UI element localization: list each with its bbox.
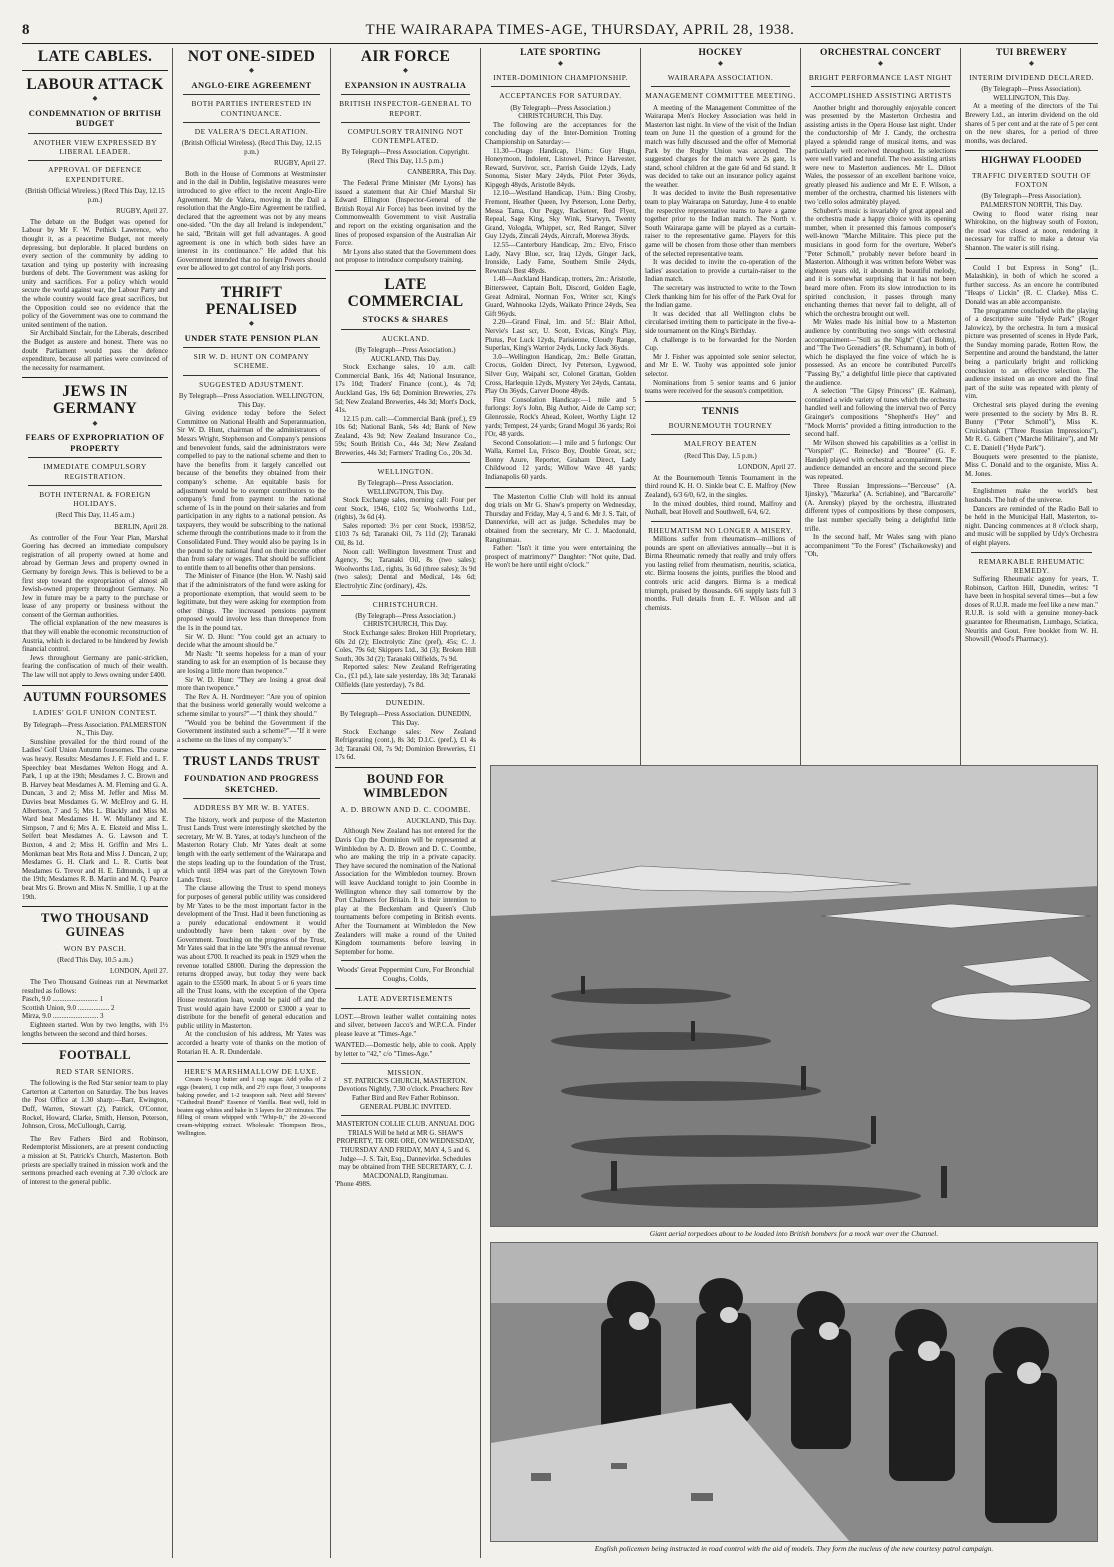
photo-caption-policemen: English policemen being instructed in road control with the aid of models. They form the nucleus of the new courtesy patrol campaign. — [594, 1544, 994, 1553]
column-2: NOT ONE-SIDED ◆ ANGLO-EIRE AGREEMENT BOTH PARTIES INTERESTED IN CONTINUANCE. DE VALERA'S DECLARATION. (British Official Wireless). (Recd This Day, 12.15 p.m.) RUGBY, April 27. Both in the House of Commons at Westminster and in the dail in Dublin, legislative measures were introduced to give effect to the recent Anglo-Eire Agreement. Mr de Valera, moving in the Dail a resolution that the Anglo-Eire Agreement be ratified, declared that the agreement was not by any means one-sided. "On the day all Ireland is independent," he said, "Britain will get full advantages. A good agreement is one in which both sides have an interest in its continuance." He added that his Government intended that no foreign Powers should ever be allowed to get control of any Irish ports. THRIFT PENALISED ◆ UNDER STATE PENSION PLAN SIR W. D. HUNT ON COMPANY SCHEME. SUGGESTED ADJUSTMENT. By Telegraph—Press Association. WELLINGTON, This Day. Giving evidence today before the Select Committee on National Health and Superannuation, Sir W. D. Hunt, chairman of the administrators of Messrs Wright, Stephenson and Company's pensions and benevolent funds, said the administrators were compelled to pay to the national scheme and then to have the benefits from it largely cancelled out because of the benefits they obtained from their company's scheme. An equitable basis for adjustment would be to exempt contributors to the company's fund from payment to the national scheme of 1s in the pound on their salaries and from participation in any rights to a national pension. As taxpayers, they would be subscribing to the national scheme through the contributions made to it from the Consolidated Fund. They would also be paying 1s in the pound to the national fund on their income other than from salary or wages. That should be sufficient to entitle them to all benefits other than pensions. The Minister of Finance (the Hon. W. Nash) said that if the administrators of the fund were asking for a proportionate exemption, that would seem to be legitimate, but they were asking for exemption from other things. The increased pensions payment proposed would involve less than threepence from the 1s in the pound tax. Sir W. D. Hunt: "You could get an actuary to decide what the amount should be." Mr Nash: "It seems hopeless for a man of your standing to ask for an exemption of 1s because they are losing a little more than twopence." Sir W. D. Hunt: "They are losing a great deal more than twopence." The Rev A. H. Nordmeyer: "Are you of opinion that the business world generally would welcome a scheme similar to yours?"—"I think they should." "Would you be behind the Government if the Government instituted such a scheme?"—"If it were a scheme on the lines of my company's." TRUST LANDS TRUST FOUNDATION AND PROGRESS SKETCHED. ADDRESS BY MR W. B. YATES. The history, work and purpose of the Masterton Trust Lands Trust were interestingly sketched by the secretary, Mr W. B. Yates, at today's luncheon of the Masterton Rotary Club. Mr Yates dealt at some length with the early settlement of the Wairarapa and the steps leading up to the foundation of the Trust, which until 1894 was part of the Greytown Town Lands Trust. The clause allowing the Trust to spend moneys for purposes of general public utility was considered by Mr Yates to be the most important factor in the development of the Trust. Had it been functioning as a purely educational endowment it would undoubtedly have been taken over by the Government. Touching on the progress of the Trust, Mr Yates said that in the late '90's the annual revenue was about £700. It reached its peak in 1929 when the revenue totalled £8000. During the depression the returns dropped away, but today they were back again to the £5500 mark. In about 5 or 6 years time all the Trust loans, with the exception of the Opera House restoration loan, would be paid off and the Trust would again have £2000 or £3000 a year to distribute for the benefit of general education and public utility in Masterton. At the conclusion of his address, Mr Yates was accorded a hearty vote of thanks on the motion of Rotarian H. A. R. Dunderdale. HERE'S MARSHMALLOW DE LUXE. Cream ¼-cup butter and 1 cup sugar. Add yolks of 2 eggs (beaten), 1 cup milk, and 2½ cups flour, 3 teaspoons baking powder, and 1-2 teaspoon salt. Next add Sievers' "Cathedral Brand" Essence of Vanilla. Beat well, fold in beaten egg whites and bake in 3 layers for 20 minutes. The filling of cream whipped with "Whip-It," the 20-second cream-whipping extract. Wholesale: Thompson Bros., Wellington. — [177, 48, 326, 1137]
byline: (Recd This Day, 1.5 p.m.) — [684, 451, 757, 460]
newspaper-title: THE WAIRARAPA TIMES-AGE, THURSDAY, APRIL 28, 1938. — [365, 22, 795, 38]
article-body: Sir W. D. Hunt: "They are losing a great deal more than twopence." — [177, 675, 326, 693]
late-advertisements-heading: LATE ADVERTISEMENTS — [358, 994, 453, 1004]
column-4: LATE SPORTING ◆ INTER-DOMINION CHAMPIONSHIP. ACCEPTANCES FOR SATURDAY. (By Telegraph—Press Association.) CHRISTCHURCH, This Day. The following are the acceptances for the concluding day of the Inter-Dominion Trotting Championship on Saturday:— 11.30—Otago Handicap, 1¼m.: Guy Hugo, Honeymoon, Indolent, Listowel, Prince Harvester, Reward, Survivor, scr., Parrish Guide 12yds, Lady Sonoma, Sister Mary 24yds, Pilot Peter 36yds, Kipgegh 48yds, Aristotle 84yds. 12.10—Westland Handicap, 1¼m.: Bing Crosby, Fremont, Heather Queen, Ivy Peterson, Lone Derby, Messa Tama, Our Peggy, Racketeer, Red Flyer, Repeal, Sage King, Sky Wink, Starwyn, Twenty Grand, Vologda, Whippet, scr, Red Ranger, Silver Guy 12yds, Zincali 24yds, Aircraft, Morewa 36yds. 12.55—Canterbury Handicap, 2m.: Elvo, Frisco Lady, Navy Blue, scr, Iraq 12yds, Ginger Jack, Ironside, Lady Fame, Southern Smile 24yds, Rewuna's Best 48yds. 1.40—Auckland Handicap, trotters, 2m.: Aristotle, Bittersweet, Captain Bolt, Discord, Golden Eagle, Great Admiral, Norman Fox, Writer scr, King's Guard, Wahnooka 12yds, Waikato Prince 24yds, Sea Gift 96yds. 2.20—Grand Final, 1m. and 5f.: Blair Athol, Nervie's Last scr, U. Scott, Evicas, King's Play, Plutus, Pot Luck 12yds, Parisienne, Cloudy Range, Superlax, King's Warrior 24yds, Lucky Jack 36yds. 3.0—Wellington Handicap, 2m.: Belle Grattan, Crocus, Golden Direct, Ivy Peterson, Lygwood, Silver Guy, Waipahi scr, Colonel Grattan, Golden Cross, Harlequin 12yds, Mystery Yet 24yds, Cantata, Play On 36yds, Carver Doone 48yds. First Consolation Handicap:—1 mile and 5 furlongs: Joy's John, Big Author, Aide de Camp scr; Glenrossie, Rock's Ahead, Koleet, Worthy Light 12 yards; Tempest, 24 yards; Grand Mogul 36 yards; Roi l'Or, 48 yards. Second Consolation:—1 mile and 5 furlongs: Our Walla, Kernel Lu, Frisco Boy, Double Great, scr.; Bonny Azure, Reporter, Graham Direct, Lady Childwood 12 yards; Willow Wave 48 yards; Indianapolis 60 yards. The Masterton Collie Club will hold its annual dog trials on Mr G. Shaw's property on Wednesday, Thursday and Friday, May 4, 5 and 6. Mr J. S. Tait, of Dannevirke, will act as judge. Schedules may be obtained from the secretary, Mr C. J. Macdonald, Rangitumau. Father: "Isn't it time you were entertaining the prospect of matrimony?" Daughter: "Not quite, Dad. He won't be here until eight o'clock." — [485, 48, 636, 570]
subheadline: COMPULSORY TRAINING NOT CONTEMPLATED. — [347, 126, 464, 146]
article-body: Stock Exchange sales: New Zealand Refrigerating (cont.), 8s 3d; D.I.C. (pref.), £1 4s 3d; Taranaki Oil, 7s 9d; Dominion Breweries, £1 17s 6d. — [335, 727, 476, 762]
article-body: Mr Wales made his initial bow to a Masterton audience by contributing two songs with orchestral accompaniment—"Still as the Night" (Carl Bohm), and "The Two Grenadiers" (R. Schumann), in both of which he displayed the fine voice of which he is possessed. As an encore he contributed Purcell's "Passing By," a delightful little piece that captivated the audience. — [805, 318, 956, 387]
article-body: Mr Wilson showed his capabilities as a 'cellist in "Vorspiel" (C. Reinecke) and "Bouree" (G. F. Handel) played with orchestral accompaniment. The audience demanded an encore and the second piece was repeated. — [805, 438, 956, 482]
result-line: Scottish Union, 9.0 .................. 2 — [22, 1003, 115, 1012]
headline-labour-attack: LABOUR ATTACK — [26, 76, 164, 94]
byline: By Telegraph—Press Association. DUNEDIN, This Day. — [339, 710, 471, 728]
subheadline: INTERIM DIVIDEND DECLARED. — [969, 73, 1094, 83]
article-body: Sunshine prevailed for the third round of the Ladies' Golf Union Autumn foursomes. The course was heavy. Results: Mesdames J. F. Field and L. F. Speechley beat Mesdames Welton Hogg and A. Park, 1 up at the 19th; Mesdames J. C. Brown and B. Harvey beat Mesdames A. M. Fleming and G. A. Duncan, 3 and 2; Miss M. Jeffer and Miss M. Davies beat Mesdames G. W. McElroy and G. H. Albertson, 7 and 5; Mrs L. Blackly and Miss M. Ward beat Mesdames H. W. Mullaney and E. Simpson, 7 and 6; Mrs A. E. Eksteid and Miss L. Seifert beat Mesdames A. G. Lawson and T. Buxton, 4 and 2; Miss H. Griffin and Mrs L. Monkman beat Mrs Rota and Miss J. Duncan, 2 up; Mesdames G. H. Clark and L. R. Curtis beat Mesdames G. Trevor and H. E. Edmunds, 1 up at the 19th; Mesdames R. B. Martin and M. Q. Pearce beat Mrs G. Brown and Miss N. Smillie, 1 up at the 19th. — [22, 737, 168, 901]
subheadline: INTER-DOMINION CHAMPIONSHIP. — [493, 73, 628, 83]
article-body: Sales reported: 3½ per cent Stock, 1938/52, £103 7s 6d; Taranaki Oil, 7s 11d (2); Taranaki Oil, 8s 1d. — [335, 521, 476, 548]
article-body: The Minister of Finance (the Hon. W. Nash) said that if the administrators of the fund were asking for a proportionate exemption, that would seem to be legitimate, but they were asking for exemption from other things. The increased pensions payment proposed would involve less than threepence from the 1s in the pound tax. — [177, 572, 326, 633]
article-body: "Would you be behind the Government if the Government instituted such a scheme?"—"If it were a scheme on the lines of my company's." — [177, 718, 326, 744]
article-body: Three Russian Impressions—"Berceuse" (A. Ijinsky), "Mazurka" (A. Scriabine), and "Barcarolle" (A. Arensky) played by the orchestra, illustrated different types of compositions by these composers, the last number specially being a delightful little trifle. — [805, 481, 956, 533]
article-body: The Federal Prime Minister (Mr Lyons) has issued a statement that Air Chief Marshal Sir Edward Ellington (Inspector-General of the British Royal Air Force) has been invited by the Commonwealth Government to visit Australia and report on the existing organisation and the lines of proposed expansion of the Australian Air Force. — [335, 179, 476, 248]
headline-tennis: TENNIS — [701, 406, 740, 417]
article-body: Noon call: Wellington Investment Trust and Agency, 9s; Taranaki Oil, 8s (two sales); Woolworths Ltd., rights, 3s 6d (three sales); 3s 9d (two sales); Dental and Medical, 14s 6d; Electrolytic Zinc (ordinary), 42s. — [335, 547, 476, 591]
dateline: LONDON, April 27. — [110, 967, 168, 976]
subheadline: ANOTHER VIEW EXPRESSED BY LIBERAL LEADER. — [32, 137, 158, 157]
column-1: LATE CABLES. LABOUR ATTACK ◆ CONDEMNATION OF BRITISH BUDGET ANOTHER VIEW EXPRESSED BY LIBERAL LEADER. APPROVAL OF DEFENCE EXPENDITURE. (British Official Wireless.) (Recd This Day, 12.15 p.m.) RUGBY, April 27. The debate on the Budget was opened for Labour by Mr F. W. Pethick Lawrence, who thought it, as a peacetime Budget, not merely depressing, but deplorable. It placed burdens on every section of the community by adding to taxation and tying up posterity with increasing burdens of debt. The Government was asking for unity and sacrifices. For a policy which would secure the world against war, the Labour Party and the whole country would face great sacrifices, but the Opposition could see no evidence that the policy of the Government was one to command the united sentiment of the nation. Sir Archibald Sinclair, for the Liberals, described the Budget as austere and honest. There was no doubt Parliament would pass the defence expenditure, because all parties were convinced of the necessity for rearmament. JEWS IN GERMANY ◆ FEARS OF EXPROPRIATION OF PROPERTY IMMEDIATE COMPULSORY REGISTRATION. BOTH INTERNAL & FOREIGN HOLIDAYS. (Recd This Day, 11.45 a.m.) BERLIN, April 28. As controller of the Four Year Plan, Marshal Goering has decreed an immediate compulsory registration of all property owned at home and abroad by German Jews and property owned in Germany by foreign Jews. This is believed to be a first step toward the expropriation of almost all Jewish-owned property throughout Germany. No Jew in future may be a party to the purchase or lease of any property or business without the consent of the German authorities. The official explanation of the new measures is that they will enable the economic reconstruction of Austria, which is declared to be hindered by Jewish financial control. Jews throughout Germany are panic-stricken, fearing the confiscation of much of their wealth. The law will not apply to Jews owning under £400. AUTUMN FOURSOMES LADIES' GOLF UNION CONTEST. By Telegraph—Press Association. PALMERSTON N., This Day. Sunshine prevailed for the third round of the Ladies' Golf Union Autumn foursomes. The course was heavy. Results: Mesdames J. F. Field and L. F. Speechley beat Mesdames Welton Hogg and A. Park, 1 up at the 19th; Mesdames J. C. Brown and B. Harvey beat Mesdames A. M. Fleming and G. A. Duncan, 3 and 2; Miss M. Jeffer and Miss M. Davies beat Mesdames G. W. McElroy and G. H. Albertson, 7 and 5; Mrs L. Blackly and Miss M. Ward beat Mesdames H. W. Mullaney and E. Simpson, 7 and 6; Mrs A. E. Eksteid and Miss L. Seifert beat Mesdames A. G. Lawson and T. Buxton, 4 and 2; Miss H. Griffin and Mrs L. Monkman beat Mrs Rota and Miss J. Duncan, 2 up; Mesdames G. H. Clark and L. R. Curtis beat Mesdames G. Trevor and H. E. Edmunds, 1 up at the 19th; Mesdames R. B. Martin and M. Q. Pearce beat Mrs G. Brown and Miss N. Smillie, 1 up at the 19th. TWO THOUSAND GUINEAS WON BY PASCH. (Recd This Day, 10.5 a.m.) LONDON, April 27. The Two Thousand Guineas run at Newmarket resulted as follows: Pasch, 9.0 .......................... 1 Scottish Union, 9.0 .................. 2 Mirza, 9.0 .......................... 3 Eighteen started. Won by two lengths, with 1½ lengths between the second and third horses. FOOTBALL RED STAR SENIORS. The following is the Red Star senior team to play Carterton at Carterton on Saturday. The bus leaves the Post Office at 1.30 sharp:—Barr, Ewington, Duff, Warren, Stewart (2), Patrick, O'Connor, Rockel, Howard, Clarke, Smith, Henson, Peterson, Johnson, Cross, McCullough, Carrig. The Rev Fathers Bird and Robinson, Redemptorist Missioners, are at present conducting a mission at St. Patrick's Church, Masterton. Both priests are specially trained in mission work and the sermons preached each evening at 7.30 o'clock are of interest to the general public. — [22, 48, 168, 1186]
column-5: HOCKEY ◆ WAIRARAPA ASSOCIATION. MANAGEMENT COMMITTEE MEETING. A meeting of the Management Committee of the Wairarapa Men's Hockey Association was held in Masterton last night. In view of the visit of the Indian team on June 11 the question of a ground for the match was fully discussed and the offer of Memorial Park by the Rugby Union was accepted. The suggested charges for the match were 2s gate, 1s stand, school children at the gate 6d and 6d stand. It was decided to take out an insurance policy against the weather. It was decided to invite the Bush representative team to play Wairarapa on Saturday, June 4 to enable the respective representative teams to have a game together prior to the Indian match. The North v. South Wairarapa game will be played as a curtain-raiser to the representative game. Players for this game will be chosen from those other than members of the selected representative team. It was decided to invite the co-operation of the ladies' association to provide a curtain-raiser to the Indian match. The secretary was instructed to write to the Town Clerk thanking him for his offer of the Park Oval for the Indian game. It was decided that all Wellington clubs be circularised inviting them to participate in the five-a-side tournament on the King's Birthday. A challenge is to be forwarded for the Norden Cup. Mr J. Fisher was appointed sole senior selector, and Mr E. W. Tuohy was appointed sole junior selector. Nominations from 5 senior teams and 6 junior teams were received for the season's competition. TENNIS BOURNEMOUTH TOURNEY MALFROY BEATEN (Recd This Day, 1.5 p.m.) LONDON, April 27. At the Bournemouth Tennis Tournament in the third round K. H. O. Sinkle beat C. E. Malfroy (New Zealand), 6/3 6/0, 6/2, in the singles. In the mixed doubles, third round, Malfroy and Nuthall, beat Hovell and Southwell, 6/4, 6/2. RHEUMATISM NO LONGER A MISERY. Millions suffer from rheumatism—millions of pounds are spent on alleviatives annually—but it is Birma Rheumatic remedy that really and truly offers you lasting relief from rheumatism, neuritis, sciatica, etc. Birma loosens the joints, purifies the blood and controls uric acid dangers. Birma is a medical triumph, praised by thousands. 6/6 supply lasts full 3 months. Full details from E. F. Wilson and all chemists. — [645, 48, 796, 612]
article-body: 12.55—Canterbury Handicap, 2m.: Elvo, Frisco Lady, Navy Blue, scr, Iraq 12yds, Ginger Jack, Ironside, Lady Fame, Southern Smile 24yds, Rewuna's Best 48yds. — [485, 241, 636, 275]
dateline: RUGBY, April 27. — [116, 207, 168, 216]
classified-wanted: WANTED.—Domestic help, able to cook. Apply by letter to "42," c/o "Times-Age." — [335, 1041, 476, 1058]
article-body: Sir Archibald Sinclair, for the Liberals, described the Budget as austere and honest. There was no doubt Parliament would pass the defence expenditure, because all parties were convinced of the necessity for rearmament. — [22, 329, 168, 372]
headline-air-force: AIR FORCE — [360, 48, 451, 65]
article-body: 3.0—Wellington Handicap, 2m.: Belle Grattan, Crocus, Golden Direct, Ivy Peterson, Lygwood, Silver Guy, Waipahi scr, Colonel Grattan, Golden Cross, Harlequin 12yds, Mystery Yet 24yds, Cantata, Play On 36yds, Carver Doone 48yds. — [485, 352, 636, 396]
dateline: LONDON, April 27. — [738, 463, 796, 472]
subheadline: ANGLO-EIRE AGREEMENT — [191, 79, 312, 90]
subheadline: BRITISH INSPECTOR-GENERAL TO REPORT. — [339, 99, 472, 118]
byline: By Telegraph—Press Association. Copyright. (Recd This Day, 11.5 p.m.) — [341, 148, 470, 165]
peppermint-ad: Woods' Great Peppermint Cure, For Bronchial Coughs, Colds, — [336, 965, 475, 984]
byline: By Telegraph—Press Association. PALMERSTON N., This Day. — [23, 720, 167, 738]
article-body: The secretary was instructed to write to the Town Clerk thanking him for his offer of the Park Oval for the Indian game. — [645, 284, 796, 310]
subheadline: IMMEDIATE COMPULSORY REGISTRATION. — [43, 462, 147, 481]
subheadline: MANAGEMENT COMMITTEE MEETING. — [645, 91, 796, 101]
mission-church: ST. PATRICK'S CHURCH, MASTERTON. — [343, 1076, 468, 1085]
subheadline: APPROVAL OF DEFENCE EXPENDITURE. — [48, 165, 142, 184]
article-body: Englishmen make the world's best husbands. The hub of the universe. — [965, 487, 1098, 504]
headline-not-one-sided: NOT ONE-SIDED — [187, 48, 316, 65]
headline-tui-brewery: TUI BREWERY — [995, 48, 1068, 58]
subheadline: ADDRESS BY MR W. B. YATES. — [193, 803, 310, 813]
subheadline: LADIES' GOLF UNION CONTEST. — [32, 708, 158, 718]
column-rule — [480, 48, 481, 1558]
subheadline: UNDER STATE PENSION PLAN — [184, 332, 319, 343]
article-body: Another bright and thoroughly enjoyable concert was presented by the Masterton Orchestra and assisting artists in the Opera House last night. Under the conductorship of Mr J. Candy, the orchestra played a splendid range of musical items, and was particularly well received throughout. Its selections were well varied and tuneful. The two assisting artists were new to Masterton audiences. Mr L. Dilnot Wales, the possessor of an excellent baritone voice, greatly pleased his audience and Mr E. F. Wilson, a member of the orchestra, charmed his listeners with two 'cello solos admirably played. — [805, 103, 956, 207]
column-rule — [960, 48, 961, 808]
article-body: Dancers are reminded of the Radio Ball to be held in the Municipal Hall, Masterton, to-night. Dancing commences at 8 o'clock sharp, and music will be supplied by Udy's Orchestra of eight players. — [965, 504, 1098, 547]
byline: (By Telegraph—Press Association). PALMERSTON NORTH, This Day. — [980, 192, 1083, 209]
mission-heading: MISSION. — [387, 1067, 424, 1077]
headline-football: FOOTBALL — [59, 1048, 131, 1063]
rheumatism-ad: Millions suffer from rheumatism—millions of pounds are spent on alleviatives annually—but it is Birma Rheumatic remedy that really and truly offers you lasting relief from rheumatism, neuritis, sciatica, etc. Birma loosens the joints, purifies the blood and controls uric acid dangers. Birma is a medical triumph, praised by thousands. 6/6 supply lasts full 3 months. Full details from E. F. Wilson and all chemists. — [645, 535, 796, 612]
article-body: In the second half, Mr Wales sang with piano accompaniment "To the Forest" (Tschaikowsky) and "Oh, — [805, 533, 956, 559]
headline-autumn-foursomes: AUTUMN FOURSOMES — [23, 689, 167, 704]
article-body: Stock Exchange sales, morning call: Four per cent Stock, 1946, £102 5s; Woolworths Ltd., (rights), 3s 6d (4). — [335, 496, 476, 522]
subheadline: EXPANSION IN AUSTRALIA — [344, 79, 467, 90]
article-body: A meeting of the Management Committee of the Wairarapa Men's Hockey Association was held in Masterton last night. In view of the visit of the Indian team on June 11 the question of a ground for the match was fully discussed and the offer of Memorial Park by the Rugby Union was accepted. The suggested charges for the match were 2s gate, 1s stand, school children at the gate 6d and 6d stand. It was decided to take out an insurance policy against the weather. — [645, 103, 796, 189]
article-body: Nominations from 5 senior teams and 6 junior teams were received for the season's competition. — [645, 378, 796, 396]
classified-lost: LOST.—Brown leather wallet containing notes and silver, between Jacco's and W.P.C.A. Finder please leave at "Times-Age." — [335, 1012, 476, 1038]
article-body: It was decided that all Wellington clubs be circularised inviting them to participate in the five-a-side tournament on the King's Birthday. — [645, 309, 796, 335]
subheadline: MALFROY BEATEN — [683, 439, 758, 449]
article-body: Orchestral sets played during the evening were presented to the society by Mrs B. R. Bunny ("Peter Schmoll"), Miss K. Cruickshank ("Three Russian Impressions"), Mr R. G. Gilbert ("Marche Militaire"), and Mr C. E. Daniell ("Hyde Park"). — [965, 401, 1098, 452]
article-body: Reported sales: New Zealand Refrigerating Co., (£1 pd.), late sale yesterday, 18s 3d; Taranaki Oilfields (late yesterday), 7s 8d. — [335, 663, 476, 689]
article-body: 12.15 p.m. call:—Commercial Bank (pref.), £9 10s 6d; National Bank, 54s 4d; Bank of New Zealand, 43s 9d; New Zealand Insurance Co., 59s; South British Co., 44s 3d; New Zealand Breweries, 44s 3d; Farmers' Trading Co., 20s 3d. — [335, 414, 476, 458]
recipe-body: Cream ¼-cup butter and 1 cup sugar. Add yolks of 2 eggs (beaten), 1 cup milk, and 2½ cups flour, 3 teaspoons baking powder, and 1-2 teaspoon salt. Next add Sievers' "Cathedral Brand" Essence of Vanilla. Beat well, fold in beaten egg whites and bake in 3 layers for 20 minutes. The filling of cream whipped with "Whip-It," the 20-second cream-whipping extract. Wholesale: Thompson Bros., Wellington. — [177, 1076, 326, 1137]
headline-orchestral-concert: ORCHESTRAL CONCERT — [820, 48, 941, 58]
dateline: BERLIN, April 28. — [114, 522, 168, 531]
article-body: The history, work and purpose of the Masterton Trust Lands Trust were interestingly sketched by the secretary, Mr W. B. Yates, at today's luncheon of the Masterton Rotary Club. Mr Yates dealt at some length with the early settlement of the Wairarapa and the steps leading up to the foundation of the Trust, which until 1894 was part of the Greytown Town Lands Trust. — [177, 815, 326, 884]
subheadline: WON BY PASCH. — [63, 943, 127, 953]
subheadline: BOURNEMOUTH TOURNEY — [668, 421, 773, 431]
headline-bound-for-wimbledon: BOUND FOR WIMBLEDON — [363, 772, 448, 800]
subheadline: A. D. BROWN AND D. C. COOMBE. — [340, 804, 471, 814]
dateline: CANBERRA, This Day. — [407, 168, 476, 177]
byline: By Telegraph—Press Association. WELLINGTON, This Day. — [357, 478, 454, 496]
byline: (Recd This Day, 11.45 a.m.) — [55, 511, 135, 520]
city-heading: CHRISTCHURCH. — [372, 599, 439, 609]
subheadline: RED STAR SENIORS. — [56, 1066, 134, 1076]
collie-phone: 'Phone 498S. — [335, 1180, 372, 1189]
headline-trust-lands-trust: TRUST LANDS TRUST — [183, 754, 320, 769]
article-body: 2.20—Grand Final, 1m. and 5f.: Blair Athol, Nervie's Last scr, U. Scott, Evicas, King's Play, Plutus, Pot Luck 12yds, Parisienne, Cloudy Range, Superlax, King's Warrior 24yds, Lucky Jack 36yds. — [485, 318, 636, 353]
column-6: ORCHESTRAL CONCERT ◆ BRIGHT PERFORMANCE LAST NIGHT ACCOMPLISHED ASSISTING ARTISTS Another bright and thoroughly enjoyable concert was presented by the Masterton Orchestra and assisting artists in the Opera House last night. Under the conductorship of Mr J. Candy, the orchestra played a splendid range of musical items, and was particularly well received throughout. Its selections were well varied and tuneful. The two assisting artists were new to Masterton audiences. Mr L. Dilnot Wales, the possessor of an excellent baritone voice, greatly pleased his audience and Mr E. F. Wilson, a member of the orchestra, charmed his listeners with two 'cello solos admirably played. Schubert's music is invariably of great appeal and the orchestra made a happy choice with its opening number, when it presented this famous composer's well-known "Marche Militaire. This piece put the musicians in good form for the overture, Weber's "Peter Schmoll," probably never before heard in Masterton. Although it was written before Weber was eighteen years old, it abounds in beautiful melody, and it is somewhat surprising that it has not been heard more often. From its slow introduction to its spirited conclusion, it passes through many enchanting themes that never fail to delight, all of which the orchestra brought out well. Mr Wales made his initial bow to a Masterton audience by contributing two songs with orchestral accompaniment—"Still as the Night" (Carl Bohm), and "The Two Grenadiers" (R. Schumann), in both of which he displayed the fine voice of which he is possessed. As an encore he contributed Purcell's "Passing By," a delightful little piece that captivated the audience. A selection "The Gipsy Princess" (E. Kalman), contained a wide variety of tunes which the orchestra handled well and following the interval two of Percy Grainger's compositions "Shepherd's Hey" and "Mock Morris" provided a fitting introduction to the second half. Mr Wilson showed his capabilities as a 'cellist in "Vorspiel" (C. Reinecke) and "Bouree" (G. F. Handel) played with orchestral accompaniment. The audience demanded an encore and the second piece was repeated. Three Russian Impressions—"Berceuse" (A. Ijinsky), "Mazurka" (A. Scriabine), and "Barcarolle" (A. Arensky) played by the orchestra, illustrated different types of compositions by these composers, the last number specially being a delightful little trifle. In the second half, Mr Wales sang with piano accompaniment "To the Forest" (Tschaikowsky) and "Oh, — [805, 48, 956, 559]
page-number: 8 — [22, 22, 30, 38]
article-body: Stock Exchange sales: Broken Hill Proprietary, 60s 2d (2); Electrolytic Zinc (pref), 45s; C. J. Coles, 79s 6d; Skippers Ltd., 3d (3); Broken Hill South, 30s 3d (2); Taranaki Oilfields, 7s 9d. — [335, 629, 476, 663]
article-body: The programme concluded with the playing of a descriptive suite "Hyde Park" (Roger Jalowicz), by the orchestra. In turn a musical picture was presented of scenes in Hyde Park, the Sunday morning parade, Rotten Row, the Serpentine and around the bandstand, the latter being a particularly bright and rollicking conclusion to an effective selection. The audience insisted on an encore and the final part of the suite was repeated with plenty of vim. — [965, 306, 1098, 401]
photo-english-policemen — [490, 1242, 1098, 1542]
subheadline: TRAFFIC DIVERTED SOUTH OF FOXTON — [971, 170, 1092, 190]
article-body: The clause allowing the Trust to spend moneys for purposes of general public utility was considered by Mr Yates to be the most important factor in the development of the Trust. Had it been functioning as a purely educational endowment it would undoubtedly have been taken over by the Government. Touching on the progress of the Trust, Mr Yates said that in the late '90's the annual revenue was about £700. It reached its peak in 1929 when the revenue totalled £8000. During the depression the returns dropped away, but today they were back again to the £5500 mark. In about 5 or 6 years time all the Trust loans, with the exception of the Opera House restoration loan, would be paid off and the Trust would again have £2000 or £3000 a year to distribute for the benefit of general education and public utility in Masterton. — [177, 884, 326, 1030]
photo-aerial-torpedoes — [490, 765, 1098, 1227]
article-body: The Masterton Collie Club will hold its annual dog trials on Mr G. Shaw's property on Wednesday, Thursday and Friday, May 4, 5 and 6. Mr J. S. Tait, of Dannevirke, will act as judge. Schedules may be obtained from the secretary, Mr C. J. Macdonald, Rangitumau. — [485, 492, 636, 544]
article-body: Mr Lyons also stated that the Government does not propose to introduce compulsory training. — [335, 247, 476, 265]
subheadline: DE VALERA'S DECLARATION. — [194, 126, 309, 136]
byline: (By Telegraph—Press Association.) CHRISTCHURCH, This Day. — [510, 103, 611, 121]
photo-caption-torpedoes: Giant aerial torpedoes about to be loaded into British bombers for a mock war over the Channel. — [649, 1229, 939, 1238]
city-heading: WELLINGTON. — [377, 466, 434, 476]
headline-jews-in-germany: JEWS IN GERMANY — [53, 383, 137, 418]
article-body: Mr Nash: "It seems hopeless for a man of your standing to ask for an exemption of 1s because they are losing a little more than twopence." — [177, 649, 326, 675]
rheumatism-heading: RHEUMATISM NO LONGER A MISERY. — [648, 525, 793, 535]
headline-late-sporting: LATE SPORTING — [520, 48, 601, 58]
article-body: As controller of the Four Year Plan, Marshal Goering has decreed an immediate compulsory registration of all property owned at home and abroad by German Jews and property owned in Germany by foreign Jews. This is believed to be a first step toward the expropriation of almost all Jewish-owned property throughout Germany. No Jew in future may be a party to the purchase or lease of any property or business without the consent of the German authorities. — [22, 533, 168, 619]
article-body: The official explanation of the new measures is that they will enable the economic reconstruction of Austria, which is declared to be hindered by Jewish financial control. — [22, 619, 168, 654]
collie-club-ad: MASTERTON COLLIE CLUB. ANNUAL DOG TRIALS Will be held at MR G. SHAW'S PROPERTY, TE ORE ORE, ON WEDNESDAY, THURSDAY AND FRIDAY, MAY 4, 5 and 6. Judge—J. S. Tait, Esq., Dannevirke. Schedules may be obtained from THE SECRETARY, C. J. MACDONALD, Rangitumau. — [336, 1120, 475, 1180]
article-body: Giving evidence today before the Select Committee on National Health and Superannuation, Sir W. D. Hunt, chairman of the administrators of Messrs Wright, Stephenson and Company's pensions and benevolent funds, said the administrators were compelled to pay to the national scheme and then to have the benefits from it largely cancelled out because of the benefits they obtained from their company's scheme. An equitable basis for adjustment would be to exempt contributors to the company's fund from payment to the national scheme of 1s in the pound on their salaries and from participation in any rights to a national pension. As taxpayers, they would be subscribing to the national scheme through the contributions made to it from the Consolidated Fund. They would also be paying 1s in the pound to the national fund on their income other than from salary or wages. That should be sufficient to entitle them to all benefits other than pensions. — [177, 409, 326, 572]
article-body: Sir W. D. Hunt: "You could get an actuary to decide what the amount should be." — [177, 632, 326, 650]
subheadline: WAIRARAPA ASSOCIATION. — [667, 73, 774, 83]
headline-late-cables: LATE CABLES. — [37, 48, 153, 65]
article-body: Although New Zealand has not entered for the Davis Cup the Dominion will be represented at Wimbledon by A. D. Brown and D. C. Coombe, who are making the trip in a private capacity. They have secured the nomination of the National Association for the Wimbledon tourney. Brown will leave Auckland tonight to join Coombe in Wellington whence they sail tomorrow by the Port Chalmers for Britain. It is their intention to play at the Beckenham and Queen's Club tournaments before competing in British events. After the Tournament at Wimbledon the New Zealanders will make a round of the United Kingdom tournaments before leaving in September for home. — [335, 827, 476, 956]
byline: (By Telegraph—Press Association.) CHRISTCHURCH, This Day. — [355, 611, 456, 629]
article-body: 12.10—Westland Handicap, 1¼m.: Bing Crosby, Fremont, Heather Queen, Ivy Peterson, Lone Derby, Messa Tama, Our Peggy, Racketeer, Red Flyer, Repeal, Sage King, Sky Wink, Starwyn, Twenty Grand, Vologda, Whippet, scr, Red Ranger, Silver Guy 12yds, Zincali 24yds, Aircraft, Morewa 36yds. — [485, 189, 636, 241]
subheadline: ACCEPTANCES FOR SATURDAY. — [499, 91, 622, 101]
article-body: The debate on the Budget was opened for Labour by Mr F. W. Pethick Lawrence, who thought it, as a peacetime Budget, not merely depressing, but deplorable. It placed burdens on every section of the community by adding to taxation and tying up posterity with increasing burdens of debt. The Government was asking for unity and sacrifices. For a policy which would secure the world against war, the Labour Party and the whole country would face great sacrifices, but the Opposition could see no evidence that the policy of the Government was one to command the united sentiment of the nation. — [22, 217, 168, 329]
article-body: Mr J. Fisher was appointed sole senior selector, and Mr E. W. Tuohy was appointed sole junior selector. — [645, 352, 796, 378]
dateline: RUGBY, April 27. — [274, 159, 326, 168]
article-body: In the mixed doubles, third round, Malfroy and Nuthall, beat Hovell and Southwell, 6/4, 6/2. — [645, 499, 796, 517]
article-body: Schubert's music is invariably of great appeal and the orchestra made a happy choice with its opening number, when it presented this famous composer's well-known "Marche Militaire. This piece put the musicians in good form for the overture, Weber's "Peter Schmoll," probably never before heard in Masterton. Although it was written before Weber was eighteen years old, it abounds in beautiful melody, and it is somewhat surprising that it has not been heard more often. From its slow introduction to its spirited conclusion, it passes through many enchanting themes that never fail to delight, all of which the orchestra brought out well. — [805, 206, 956, 318]
article-body: At the conclusion of his address, Mr Yates was accorded a hearty vote of thanks on the motion of Rotarian H. A. R. Dunderdale. — [177, 1030, 326, 1056]
article-body: 11.30—Otago Handicap, 1¼m.: Guy Hugo, Honeymoon, Indolent, Listowel, Prince Harvester, Reward, Survivor, scr., Parrish Guide 12yds, Lady Sonoma, Sister Mary 24yds, Pilot Peter 36yds, Kipgegh 48yds, Aristotle 84yds. — [485, 146, 636, 189]
result-line: Pasch, 9.0 .......................... 1 — [22, 995, 104, 1004]
byline: By Telegraph—Press Association. WELLINGTON, This Day. — [178, 391, 325, 409]
article-body: The Rev Fathers Bird and Robinson, Redemptorist Missioners, are at present conducting a mission at St. Patrick's Church, Masterton. Both priests are specially trained in mission work and the sermons preached each evening at 7.30 o'clock are of interest to the general public. — [22, 1134, 168, 1186]
column-rule — [640, 48, 641, 808]
subheadline: FOUNDATION AND PROGRESS SKETCHED. — [184, 773, 319, 794]
result-line: Mirza, 9.0 .......................... 3 — [22, 1012, 104, 1021]
remedy-heading: REMARKABLE RHEUMATIC REMEDY. — [978, 556, 1085, 575]
headline-late-commercial: LATE COMMERCIAL — [347, 275, 464, 311]
masthead — [22, 18, 1098, 44]
article-body: A selection "The Gipsy Princess" (E. Kalman), contained a wide variety of tunes which the orchestra handled well and following the interval two of Percy Grainger's compositions "Shepherd's Hey" and "Mock Morris" provided a fitting introduction to the second half. — [805, 387, 956, 439]
article-body: Second Consolation:—1 mile and 5 furlongs: Our Walla, Kernel Lu, Frisco Boy, Double Great, scr.; Bonny Azure, Reporter, Graham Direct, Lady Childwood 12 yards; Willow Wave 48 yards; Indianapolis 60 yards. — [485, 438, 636, 482]
column-rule — [800, 48, 801, 808]
article-body: Both in the House of Commons at Westminster and in the dail in Dublin, legislative measures were introduced to give effect to the recent Anglo-Eire Agreement. Mr de Valera, moving in the Dail a resolution that the Anglo-Eire Agreement be ratified, declared that the agreement was not by any means one-sided. "On the day all Ireland is independent," he said, "Britain will get full advantages. A good agreement is one in which both sides have an interest in its continuance." He added that his Government intended that no foreign Powers should ever be allowed to get control of any Irish ports. — [177, 169, 326, 273]
recipe-heading: HERE'S MARSHMALLOW DE LUXE. — [184, 1067, 319, 1077]
dateline: AUCKLAND, This Day. — [406, 816, 476, 825]
subheadline: SUGGESTED ADJUSTMENT. — [199, 379, 304, 389]
headline-highway-flooded: HIGHWAY FLOODED — [981, 156, 1082, 167]
subheadline: ACCOMPLISHED ASSISTING ARTISTS — [809, 91, 952, 101]
city-heading: DUNEDIN. — [385, 698, 426, 708]
article-body: Could I but Express in Song" (L. Malashkin), in both of which he scored a further success. As an encore he contributed "Heaps o' Lickin" (R. C. Clarke). Miss C. Donald was an able accompaniste. — [965, 263, 1098, 306]
byline: (British Official Wireless.) (Recd This Day, 12.15 p.m.) — [25, 186, 165, 204]
headline-two-thousand-guineas: TWO THOUSAND GUINEAS — [41, 911, 149, 939]
column-3: AIR FORCE ◆ EXPANSION IN AUSTRALIA BRITISH INSPECTOR-GENERAL TO REPORT. COMPULSORY TRAINING NOT CONTEMPLATED. By Telegraph—Press Association. Copyright. (Recd This Day, 11.5 p.m.) CANBERRA, This Day. The Federal Prime Minister (Mr Lyons) has issued a statement that Air Chief Marshal Sir Edward Ellington (Inspector-General of the British Royal Air Force) has been invited by the Commonwealth Government to visit Australia and report on the existing organisation and the lines of proposed expansion of the Australian Air Force. Mr Lyons also stated that the Government does not propose to introduce compulsory training. LATE COMMERCIAL STOCKS & SHARES AUCKLAND. (By Telegraph—Press Association.) AUCKLAND, This Day. Stock Exchange sales, 10 a.m. call: Commercial Bank, 16s 4d; National Insurance, 17s 10d; Traders' Finance (cont.), 4s 7d; Auckland Gas, 19s 6d; Dominion Breweries, 27s 5d; New Zealand Breweries, 44s 3d; Mort's Dock, 41s. 12.15 p.m. call:—Commercial Bank (pref.), £9 10s 6d; National Bank, 54s 4d; Bank of New Zealand, 43s 9d; New Zealand Insurance Co., 59s; South British Co., 44s 3d; New Zealand Breweries, 44s 3d; Farmers' Trading Co., 20s 3d. WELLINGTON. By Telegraph—Press Association. WELLINGTON, This Day. Stock Exchange sales, morning call: Four per cent Stock, 1946, £102 5s; Woolworths Ltd., (rights), 3s 6d (4). Sales reported: 3½ per cent Stock, 1938/52, £103 7s 6d; Taranaki Oil, 7s 11d (2); Taranaki Oil, 8s 1d. Noon call: Wellington Investment Trust and Agency, 9s; Taranaki Oil, 8s (two sales); Woolworths Ltd., rights, 3s 6d (three sales); 3s 9d (two sales); Dental and Medical, 14s 6d; Electrolytic Zinc (ordinary), 42s. CHRISTCHURCH. (By Telegraph—Press Association.) CHRISTCHURCH, This Day. Stock Exchange sales: Broken Hill Proprietary, 60s 2d (2); Electrolytic Zinc (pref), 45s; C. J. Coles, 79s 6d; Skippers Ltd., 3d (3); Broken Hill South, 30s 3d (2); Taranaki Oilfields, 7s 9d. Reported sales: New Zealand Refrigerating Co., (£1 pd.), late sale yesterday, 18s 3d; Taranaki Oilfields (late yesterday), 7s 8d. DUNEDIN. By Telegraph—Press Association. DUNEDIN, This Day. Stock Exchange sales: New Zealand Refrigerating (cont.), 8s 3d; D.I.C. (pref.), £1 4s 3d; Taranaki Oil, 7s 9d; Dominion Breweries, £1 17s 6d. BOUND FOR WIMBLEDON A. D. BROWN AND D. C. COOMBE. AUCKLAND, This Day. Although New Zealand has not entered for the Davis Cup the Dominion will be represented at Wimbledon by A. D. Brown and D. C. Coombe, who are making the trip in a private capacity. They have secured the nomination of the National Association for the Wimbledon tourney. Brown will leave Auckland tonight to join Coombe in Wellington whence they sail tomorrow by the Port Chalmers for Britain. It is their intention to play at the Beckenham and Queen's Club tournaments before competing in British events. After the Tournament at Wimbledon the New Zealanders will make a round of the United Kingdom tournaments before leaving in September for home. Woods' Great Peppermint Cure, For Bronchial Coughs, Colds, LATE ADVERTISEMENTS LOST.—Brown leather wallet containing notes and silver, between Jacco's and W.P.C.A. Finder please leave at "Times-Age." WANTED.—Domestic help, able to cook. Apply by letter to "42," c/o "Times-Age." MISSION. ST. PATRICK'S CHURCH, MASTERTON. Devotions Nightly, 7.30 o'clock. Preachers: Rev Father Bird and Rev Father Robinson. GENERAL PUBLIC INVITED. MASTERTON COLLIE CLUB. ANNUAL DOG TRIALS Will be held at MR G. SHAW'S PROPERTY, TE ORE ORE, ON WEDNESDAY, THURSDAY AND FRIDAY, MAY 4, 5 and 6. Judge—J. S. Tait, Esq., Dannevirke. Schedules may be obtained from THE SECRETARY, C. J. MACDONALD, Rangitumau. 'Phone 498S. — [335, 48, 476, 1189]
subheadline: STOCKS & SHARES — [362, 314, 449, 325]
policemen-image — [491, 1243, 1098, 1542]
article-body: The Rev A. H. Nordmeyer: "Are you of opinion that the business world generally would welcome a scheme similar to yours?"—"I think they should." — [177, 692, 326, 718]
article-body: It was decided to invite the co-operation of the ladies' association to provide a curtain-raiser to the Indian match. — [645, 258, 796, 284]
subheadline: CONDEMNATION OF BRITISH BUDGET — [28, 107, 162, 129]
byline: (British Official Wireless). (Recd This Day, 12.15 p.m.) — [181, 139, 322, 156]
article-body: Owing to flood water rising near Whirokino, on the highway south of Foxton, the road was closed at noon, rendering it necessary for traffic to make a detour via Shannon. The water is still rising. — [965, 209, 1098, 252]
article-body: Father: "Isn't it time you were entertaining the prospect of matrimony?" Daughter: "Not quite, Dad. He won't be here until eight o'clock." — [485, 544, 636, 570]
article-body: Bouquets were presented to the pianiste, Miss C. Donald and to the organiste, Miss A. M. Jones. — [965, 452, 1098, 478]
column-rule — [172, 48, 173, 1558]
article-body: At the Bournemouth Tennis Tournament in the third round K. H. O. Sinkle beat C. E. Malfroy (New Zealand), 6/3 6/0, 6/2, in the singles. — [645, 473, 796, 500]
subheadline: BOTH INTERNAL & FOREIGN HOLIDAYS. — [39, 489, 151, 509]
subheadline: SIR W. D. HUNT ON COMPANY SCHEME. — [193, 352, 310, 371]
column-7: TUI BREWERY ◆ INTERIM DIVIDEND DECLARED. (By Telegraph—Press Association). WELLINGTON, This Day. At a meeting of the directors of the Tui Brewery Ltd., an interim dividend on the old shares of 5 per cent and at the rate of 5 per cent on the new shares, for a period of three months, was declared. HIGHWAY FLOODED TRAFFIC DIVERTED SOUTH OF FOXTON (By Telegraph—Press Association). PALMERSTON NORTH, This Day. Owing to flood water rising near Whirokino, on the highway south of Foxton, the road was closed at noon, rendering it necessary for traffic to make a detour via Shannon. The water is still rising. Could I but Express in Song" (L. Malashkin), in both of which he scored a further success. As an encore he contributed "Heaps o' Lickin" (R. C. Clarke). Miss C. Donald was an able accompaniste. The programme concluded with the playing of a descriptive suite "Hyde Park" (Roger Jalowicz), by the orchestra. In turn a musical picture was presented of scenes in Hyde Park, the Sunday morning parade, Rotten Row, the Serpentine and around the bandstand, the latter being a particularly bright and rollicking conclusion to an effective selection. The audience insisted on an encore and the final part of the suite was repeated with plenty of vim. Orchestral sets played during the evening were presented to the society by Mrs B. R. Bunny ("Peter Schmoll"), Miss K. Cruickshank ("Three Russian Impressions"), Mr R. G. Gilbert ("Marche Militaire"), and Mr C. E. Daniell ("Hyde Park"). Bouquets were presented to the pianiste, Miss C. Donald and to the organiste, Miss A. M. Jones. Englishmen make the world's best husbands. The hub of the universe. Dancers are reminded of the Radio Ball to be held in the Municipal Hall, Masterton, to-night. Dancing commences at 8 o'clock sharp, and music will be supplied by Udy's Orchestra of eight players. REMARKABLE RHEUMATIC REMEDY. Suffering Rheumatic agony for years, T. Robinson, Carlton Hill, Dunedin, writes: "I have been in hospital several times—but a few doses of R.U.R. made me feel like a new man." R.U.R. is sold with a genuine money-back guarantee for Rheumatism, Lumbago, Sciatica, Neuritis and Gout. Free booklet from W. H. Showsill (Wood's Pharmacy). — [965, 48, 1098, 644]
article-body: 1.40—Auckland Handicap, trotters, 2m.: Aristotle, Bittersweet, Captain Bolt, Discord, Golden Eagle, Great Admiral, Norman Fox, Writer scr, King's Guard, Wahnooka 12yds, Waikato Prince 24yds, Sea Gift 96yds. — [485, 275, 636, 318]
remedy-ad: Suffering Rheumatic agony for years, T. Robinson, Carlton Hill, Dunedin, writes: "I have been in hospital several times—but a few doses of R.U.R. made me feel like a new man." R.U.R. is sold with a genuine money-back guarantee for Rheumatism, Lumbago, Sciatica, Neuritis and Gout. Free booklet from W. H. Showsill (Wood's Pharmacy). — [965, 575, 1098, 644]
article-body: At a meeting of the directors of the Tui Brewery Ltd., an interim dividend on the old shares of 5 per cent and at the rate of 5 per cent on the new shares, for a period of three months, was declared. — [965, 102, 1098, 145]
city-heading: AUCKLAND. — [381, 333, 430, 343]
article-body: First Consolation Handicap:—1 mile and 5 furlongs: Joy's John, Big Author, Aide de Camp scr; Glenrossie, Rock's Ahead, Koleet, Worthy Light 12 yards; Tempest, 24 yards; Grand Mogul 36 yards; Roi l'Or, 48 yards. — [485, 395, 636, 439]
torpedoes-image — [491, 766, 1098, 1227]
article-body: The Two Thousand Guineas run at Newmarket resulted as follows: — [22, 978, 168, 995]
article-body: Eighteen started. Won by two lengths, with 1½ lengths between the second and third horses. — [22, 1021, 168, 1038]
article-body: Jews throughout Germany are panic-stricken, fearing the confiscation of much of their wealth. The law will not apply to Jews owning under £400. — [22, 653, 168, 680]
subheadline: FEARS OF EXPROPRIATION OF PROPERTY — [25, 432, 165, 453]
article-body: It was decided to invite the Bush representative team to play Wairarapa on Saturday, June 4 to enable the respective representative teams to have a game together prior to the Indian match. The North v. South Wairarapa game will be played as a curtain-raiser to the representative game. Players for this game will be chosen from those other than members of the selected representative team. — [645, 189, 796, 258]
headline-hockey: HOCKEY — [698, 48, 743, 58]
mission-text: Devotions Nightly, 7.30 o'clock. Preachers: Rev Father Bird and Rev Father Robinson. GENERAL PUBLIC INVITED. — [338, 1085, 473, 1111]
subheadline: BRIGHT PERFORMANCE LAST NIGHT — [808, 73, 953, 83]
article-body: The following is the Red Star senior team to play Carterton at Carterton on Saturday. The bus leaves the Post Office at 1.30 sharp:—Barr, Ewington, Duff, Warren, Stewart (2), Patrick, O'Connor, Rockel, Howard, Clarke, Smith, Henson, Peterson, Johnson, Cross, McCullough, Carrig. — [22, 1079, 168, 1131]
column-rule — [330, 48, 331, 1558]
headline-thrift-penalised: THRIFT PENALISED — [205, 283, 298, 318]
article-body: A challenge is to be forwarded for the Norden Cup. — [645, 335, 796, 353]
byline: (Recd This Day, 10.5 a.m.) — [57, 955, 133, 964]
byline: (By Telegraph—Press Association.) AUCKLAND, This Day. — [355, 345, 456, 363]
byline: (By Telegraph—Press Association). WELLINGTON, This Day. — [981, 85, 1082, 102]
article-body: The following are the acceptances for the concluding day of the Inter-Dominion Trotting Championship on Saturday:— — [485, 120, 636, 146]
subheadline: BOTH PARTIES INTERESTED IN CONTINUANCE. — [191, 99, 312, 118]
article-body: Stock Exchange sales, 10 a.m. call: Commercial Bank, 16s 4d; National Insurance, 17s 10d; Traders' Finance (cont.), 4s 7d; Auckland Gas, 19s 6d; Dominion Breweries, 27s 5d; New Zealand Breweries, 44s 3d; Mort's Dock, 41s. — [335, 363, 476, 415]
